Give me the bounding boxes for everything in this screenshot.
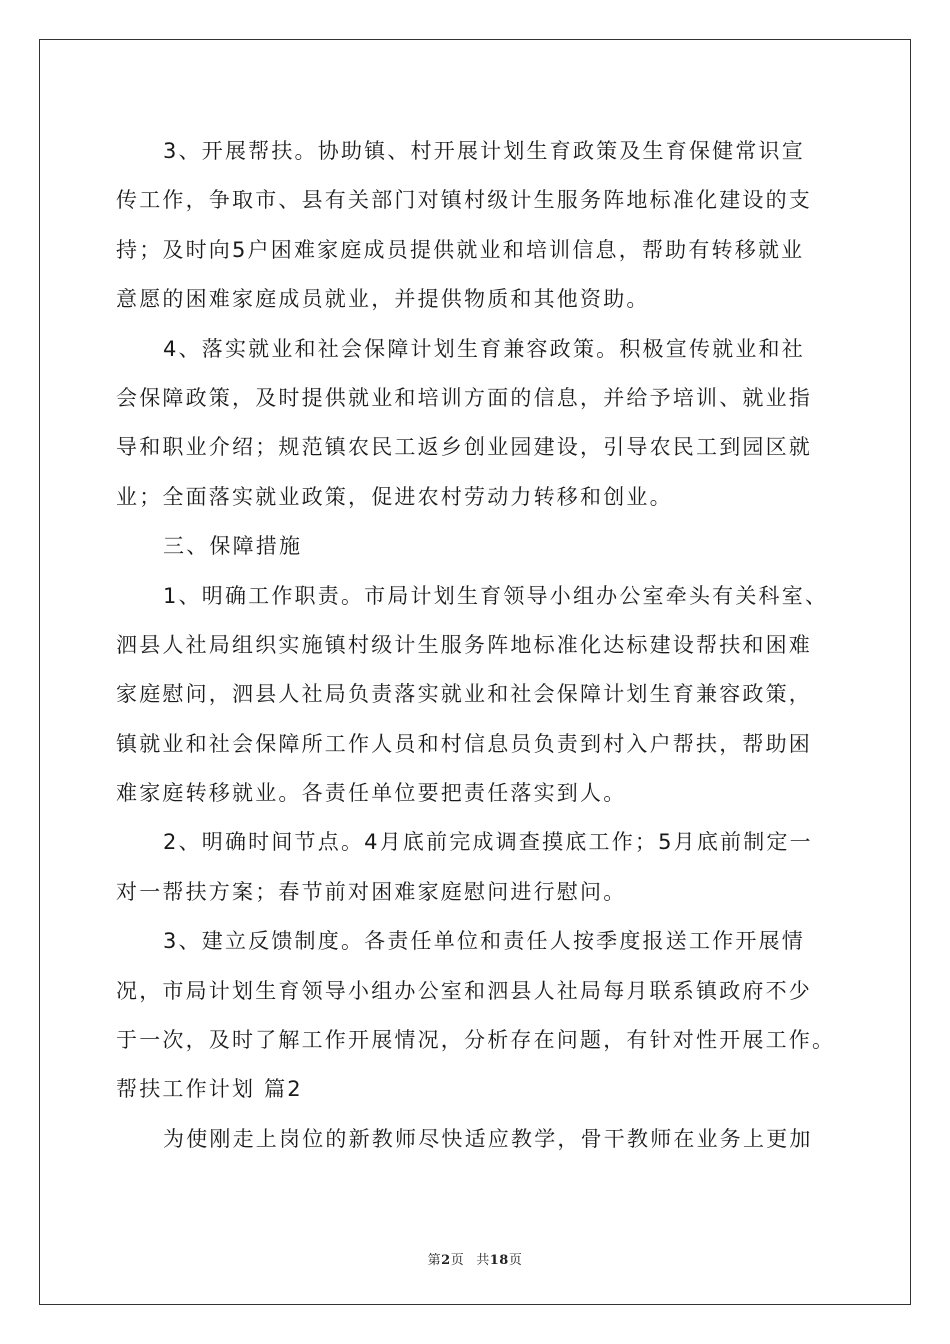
total-pages: 18 xyxy=(489,1253,509,1268)
text-line: 难家庭转移就业。各责任单位要把责任落实到人。 xyxy=(116,781,627,806)
text-line: 帮扶工作计划 篇2 xyxy=(116,1077,303,1102)
document-body xyxy=(116,127,836,1164)
text-line: 对一帮扶方案；春节前对困难家庭慰问进行慰问。 xyxy=(116,879,627,904)
total-prefix: 共 xyxy=(476,1253,490,1268)
text-line: 业；全面落实就业政策，促进农村劳动力转移和创业。 xyxy=(116,484,673,509)
text-line: 为使刚走上岗位的新教师尽快适应教学，骨干教师在业务上更加 xyxy=(163,1126,813,1151)
text-line: 泗县人社局组织实施镇村级计生服务阵地标准化达标建设帮扶和困难 xyxy=(116,632,812,657)
total-suffix: 页 xyxy=(508,1253,523,1268)
text-line: 3、开展帮扶。协助镇、村开展计划生育政策及生育保健常识宣 xyxy=(163,139,805,163)
text-line: 传工作，争取市、县有关部门对镇村级计生服务阵地标准化建设的支 xyxy=(116,188,812,213)
text-line: 导和职业介绍；规范镇农民工返乡创业园建设，引导农民工到园区就 xyxy=(116,435,812,460)
text-line: 意愿的困难家庭成员就业，并提供物质和其他资助。 xyxy=(116,287,650,312)
text-line: 1、明确工作职责。市局计划生育领导小组办公室牵头有关科室、 xyxy=(163,583,829,608)
text-line: 家庭慰问，泗县人社局负责落实就业和社会保障计划生育兼容政策， xyxy=(116,682,812,707)
text-line: 3、建立反馈制度。各责任单位和责任人按季度报送工作开展情 xyxy=(163,929,805,954)
text-line: 三、保障措施 xyxy=(163,534,303,559)
text-line: 镇就业和社会保障所工作人员和村信息员负责到村入户帮扶，帮助困 xyxy=(116,731,812,756)
text-line: 4、落实就业和社会保障计划生育兼容政策。积极宣传就业和社 xyxy=(163,336,805,361)
page-suffix: 页 xyxy=(450,1253,465,1268)
text-line: 持；及时向5户困难家庭成员提供就业和培训信息，帮助有转移就业 xyxy=(116,237,805,262)
text-line: 会保障政策，及时提供就业和培训方面的信息，并给予培训、就业指 xyxy=(116,385,812,410)
text-line: 2、明确时间节点。4月底前完成调查摸底工作；5月底前制定一 xyxy=(163,830,813,855)
page-prefix: 第 xyxy=(427,1253,442,1268)
page-footer xyxy=(0,1249,950,1268)
page-number: 2 xyxy=(441,1253,451,1268)
text-line: 况，市局计划生育领导小组办公室和泗县人社局每月联系镇政府不少 xyxy=(116,978,812,1003)
text-line: 于一次，及时了解工作开展情况，分析存在问题，有针对性开展工作。 xyxy=(116,1028,836,1053)
